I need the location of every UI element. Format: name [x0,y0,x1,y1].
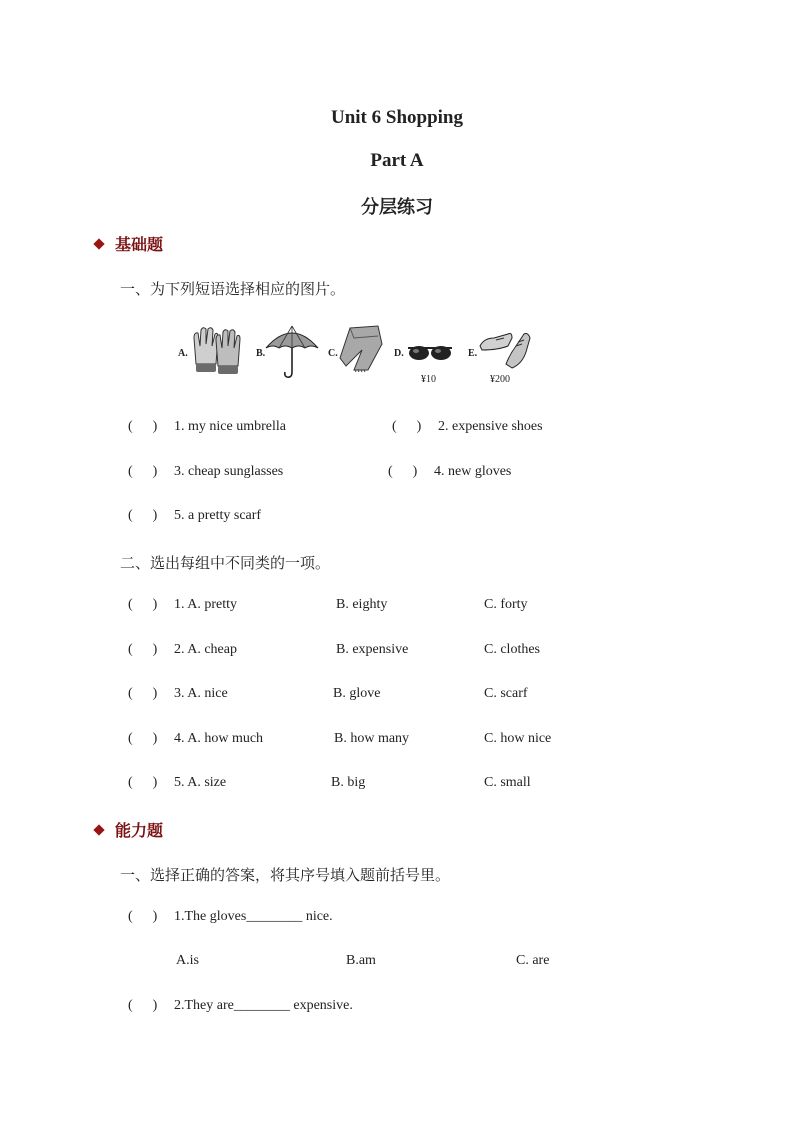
matching-text: 3. cheap sunglasses [174,464,284,479]
answer-blank[interactable]: ( ) [128,909,158,924]
answer-blank[interactable]: ( ) [128,597,158,612]
odd-option-b: B. glove [333,686,381,701]
matching-text: 4. new gloves [434,464,512,479]
pic-label-b: B. [256,348,266,359]
section-ability-heading [95,818,163,841]
odd-option-b: B. eighty [336,597,388,612]
odd-item-3: ( ) 3. A. nice [128,686,228,701]
answer-blank[interactable]: ( ) [128,775,158,790]
odd-option-b: B. big [331,775,366,790]
section-basic-heading [95,232,163,255]
matching-text: 2. expensive shoes [438,419,543,434]
sunglasses-icon [406,342,454,364]
answer-blank[interactable]: ( ) [128,642,158,657]
exercise-subtitle: 分层练习 [361,197,433,218]
answer-blank[interactable]: ( ) [392,419,422,434]
choice-option-c: C. are [516,953,550,968]
diamond-bullet-icon [93,238,104,249]
pic-label-a: A. [178,348,188,359]
odd-item-1: ( ) 1. A. pretty [128,597,237,612]
odd-item-5: ( ) 5. A. size [128,775,227,790]
umbrella-icon [264,324,320,380]
section-basic-title: 基础题 [115,235,164,254]
answer-blank[interactable]: ( ) [128,998,158,1013]
choice-question-2: ( ) 2.They are________ expensive. [128,998,353,1013]
odd-option-c: C. scarf [484,686,528,701]
odd-option-b: B. expensive [336,642,409,657]
odd-option-c: C. clothes [484,642,540,657]
odd-item-2: ( ) 2. A. cheap [128,642,237,657]
matching-item-3 [128,464,283,480]
pic-label-c: C. [328,348,338,359]
gloves-icon [190,324,244,376]
matching-text: 1. my nice umbrella [174,419,286,434]
odd-option-c: C. how nice [484,731,552,746]
shoes-icon [478,324,534,372]
choice-option-a: A.is [176,953,199,968]
odd-option-c: C. small [484,775,531,790]
matching-item-1 [128,419,286,435]
diamond-bullet-icon [93,824,104,835]
s2-q1-instruction: 一、选择正确的答案，将其序号填入题前括号里。 [120,866,451,884]
q1-instruction: 一、为下列短语选择相应的图片。 [120,280,346,298]
unit-title: Unit 6 Shopping [330,107,463,128]
price-d: ¥10 [421,374,436,385]
answer-blank[interactable]: ( ) [128,686,158,701]
pic-label-d: D. [394,348,404,359]
part-title: Part A [370,150,424,171]
answer-blank[interactable]: ( ) [388,464,418,479]
odd-option-b: B. how many [334,731,410,746]
pic-label-e: E. [468,348,478,359]
choice-option-b: B.am [346,953,376,968]
price-e: ¥200 [490,374,510,385]
answer-blank[interactable]: ( ) [128,419,158,434]
scarf-icon [338,324,384,372]
odd-item-4: ( ) 4. A. how much [128,731,264,746]
q2-instruction: 二、选出每组中不同类的一项。 [120,554,331,572]
matching-text: 5. a pretty scarf [174,508,262,523]
answer-blank[interactable]: ( ) [128,508,158,523]
answer-blank[interactable]: ( ) [128,464,158,479]
matching-item-5 [128,508,261,524]
choice-question-1: ( ) 1.The gloves________ nice. [128,909,333,924]
odd-option-c: C. forty [484,597,528,612]
matching-item-2 [392,419,543,435]
picture-row [176,324,546,394]
matching-item-4 [388,464,511,480]
section-ability-title: 能力题 [115,821,164,840]
answer-blank[interactable]: ( ) [128,731,158,746]
